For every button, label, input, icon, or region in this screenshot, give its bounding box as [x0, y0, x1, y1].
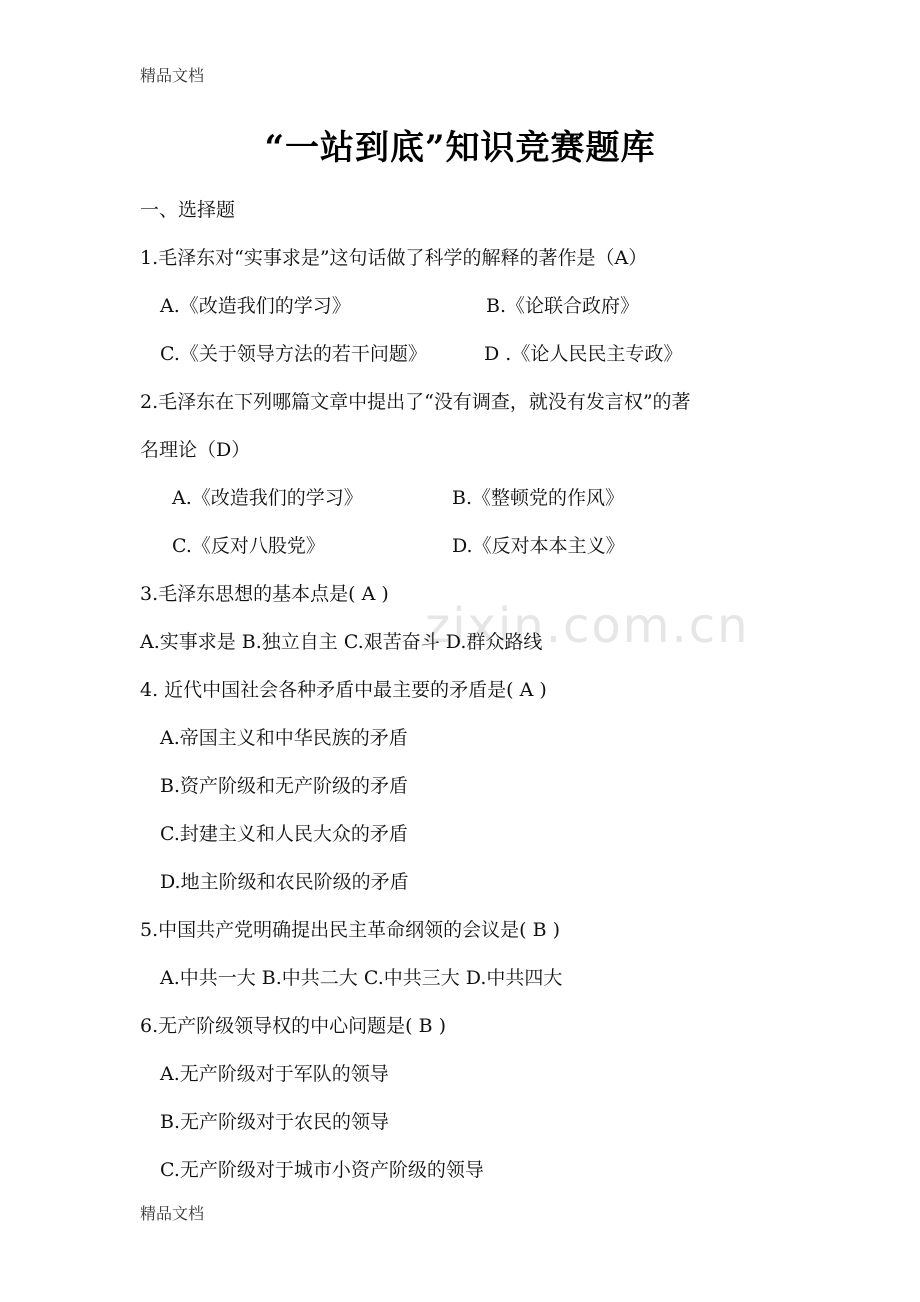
- section-heading: 一、选择题: [140, 199, 236, 221]
- question-5: 5.中国共产党明确提出民主革命纲领的会议是( B ): [140, 919, 560, 941]
- q2-option-c: C.《反对八股党》: [172, 535, 325, 557]
- q5-options: A.中共一大 B.中共二大 C.中共三大 D.中共四大: [160, 967, 563, 989]
- q6-option-c: C.无产阶级对于城市小资产阶级的领导: [160, 1159, 484, 1181]
- q1-option-d: D .《论人民民主专政》: [484, 343, 683, 365]
- document-title: “一站到底”知识竞赛题库: [264, 128, 656, 168]
- page-footer: 精品文档: [140, 1204, 205, 1223]
- q1-option-b: B.《论联合政府》: [486, 295, 640, 317]
- page-header: 精品文档: [140, 66, 205, 85]
- q1-option-a: A.《改造我们的学习》: [160, 295, 351, 317]
- q2-option-d: D.《反对本本主义》: [452, 535, 625, 557]
- question-1: 1.毛泽东对“实事求是”这句话做了科学的解释的著作是（A）: [140, 247, 648, 269]
- question-2-line-1: 2.毛泽东在下列哪篇文章中提出了“没有调查，就没有发言权”的著: [140, 391, 691, 413]
- question-3: 3.毛泽东思想的基本点是( A ): [140, 583, 389, 605]
- q4-option-a: A.帝国主义和中华民族的矛盾: [160, 727, 408, 749]
- q4-option-c: C.封建主义和人民大众的矛盾: [160, 823, 408, 845]
- q6-option-a: A.无产阶级对于军队的领导: [160, 1063, 389, 1085]
- q2-option-b: B.《整顿党的作风》: [452, 487, 625, 509]
- q3-options: A.实事求是 B.独立自主 C.艰苦奋斗 D.群众路线: [140, 631, 543, 653]
- question-4: 4. 近代中国社会各种矛盾中最主要的矛盾是( A ): [140, 679, 547, 701]
- q4-option-d: D.地主阶级和农民阶级的矛盾: [160, 871, 409, 893]
- q2-option-a: A.《改造我们的学习》: [172, 487, 363, 509]
- q6-option-b: B.无产阶级对于农民的领导: [160, 1111, 390, 1133]
- q4-option-b: B.资产阶级和无产阶级的矛盾: [160, 775, 409, 797]
- q1-option-c: C.《关于领导方法的若干问题》: [160, 343, 427, 365]
- question-2-line-2: 名理论（D）: [140, 439, 251, 461]
- question-6: 6.无产阶级领导权的中心问题是( B ): [140, 1015, 446, 1037]
- watermark: zixin.com.cn: [425, 598, 750, 654]
